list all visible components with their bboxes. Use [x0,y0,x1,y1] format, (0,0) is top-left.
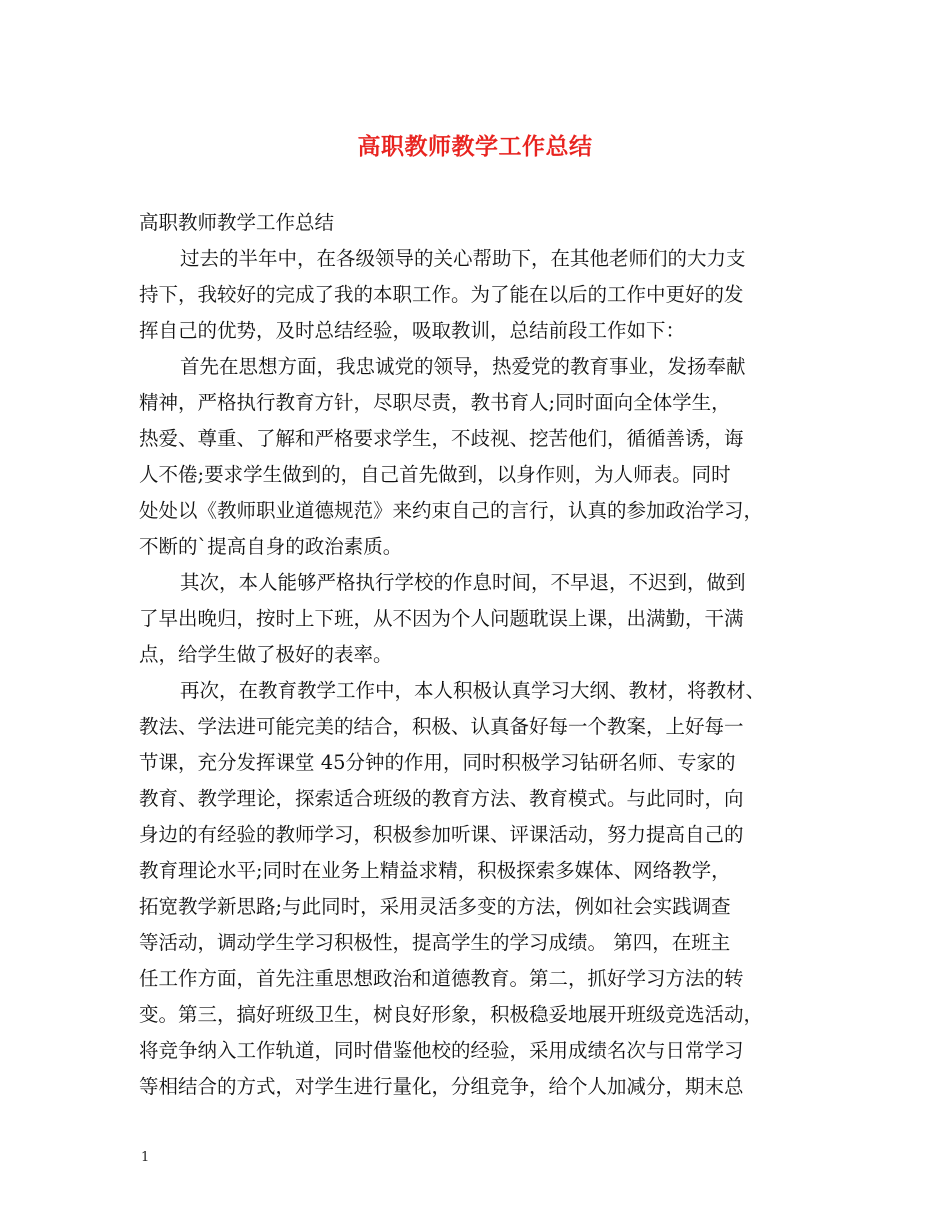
text-line: 人不倦;要求学生做到的，自己首先做到，以身作则，为人师表。同时 [139,463,731,486]
text-line: 教育、教学理论，探索适合班级的教育方法、教育模式。与此同时，向 [139,787,744,810]
text-line: 再次，在教育教学工作中，本人积极认真学习大纲、教材，将教材、 [180,679,766,702]
text-line: 高职教师教学工作总结 [139,211,335,234]
text-line: 教法、学法进可能完美的结合，积极、认真备好每一个教案，上好每一 [139,715,744,738]
text-line: 精神，严格执行教育方针，尽职尽责，教书育人;同时面向全体学生， [139,391,731,414]
text-line: 过去的半年中，在各级领导的关心帮助下，在其他老师们的大力支 [180,247,746,270]
text-line: 点，给学生做了极好的表率。 [139,643,393,666]
text-line: 任工作方面，首先注重思想政治和道德教育。第二，抓好学习方法的转 [139,967,744,990]
page-number: 1 [141,1150,150,1165]
text-line: 热爱、尊重、了解和严格要求学生，不歧视、挖苦他们，循循善诱，诲 [139,427,744,450]
text-line: 教育理论水平;同时在业务上精益求精，积极探索多媒体、网络教学， [139,859,731,882]
text-line: 拓宽教学新思路;与此同时，采用灵活多变的方法，例如社会实践调查 [139,895,731,918]
text-line: 其次，本人能够严格执行学校的作息时间，不早退，不迟到，做到 [180,571,746,594]
text-line: 持下，我较好的完成了我的本职工作。为了能在以后的工作中更好的发 [139,283,744,306]
text-line: 处处以《教师职业道德规范》来约束自己的言行，认真的参加政治学习， [139,499,764,522]
text-line: 变。第三，搞好班级卫生，树良好形象，积极稳妥地展开班级竞选活动， [139,1003,764,1026]
document-title: 高职教师教学工作总结 [357,133,593,160]
text-line: 将竞争纳入工作轨道，同时借鉴他校的经验，采用成绩名次与日常学习 [139,1039,744,1062]
text-line: 身边的有经验的教师学习，积极参加听课、评课活动，努力提高自己的 [139,823,744,846]
document-body [139,205,829,1105]
text-line: 挥自己的优势，及时总结经验，吸取教训，总结前段工作如下： [139,319,686,342]
text-line: 了早出晚归，按时上下班，从不因为个人问题耽误上课，出满勤，干满 [139,607,744,630]
text-line: 等相结合的方式，对学生进行量化，分组竞争，给个人加减分，期末总 [139,1075,744,1098]
text-line: 等活动，调动学生学习积极性，提高学生的学习成绩。 第四，在班主 [139,931,731,954]
text-line: 首先在思想方面，我忠诚党的领导，热爱党的教育事业，发扬奉献 [180,355,746,378]
text-line: 节课，充分发挥课堂 45分钟的作用，同时积极学习钻研名师、专家的 [139,751,736,774]
text-line: 不断的`提高自身的政治素质。 [139,535,403,558]
